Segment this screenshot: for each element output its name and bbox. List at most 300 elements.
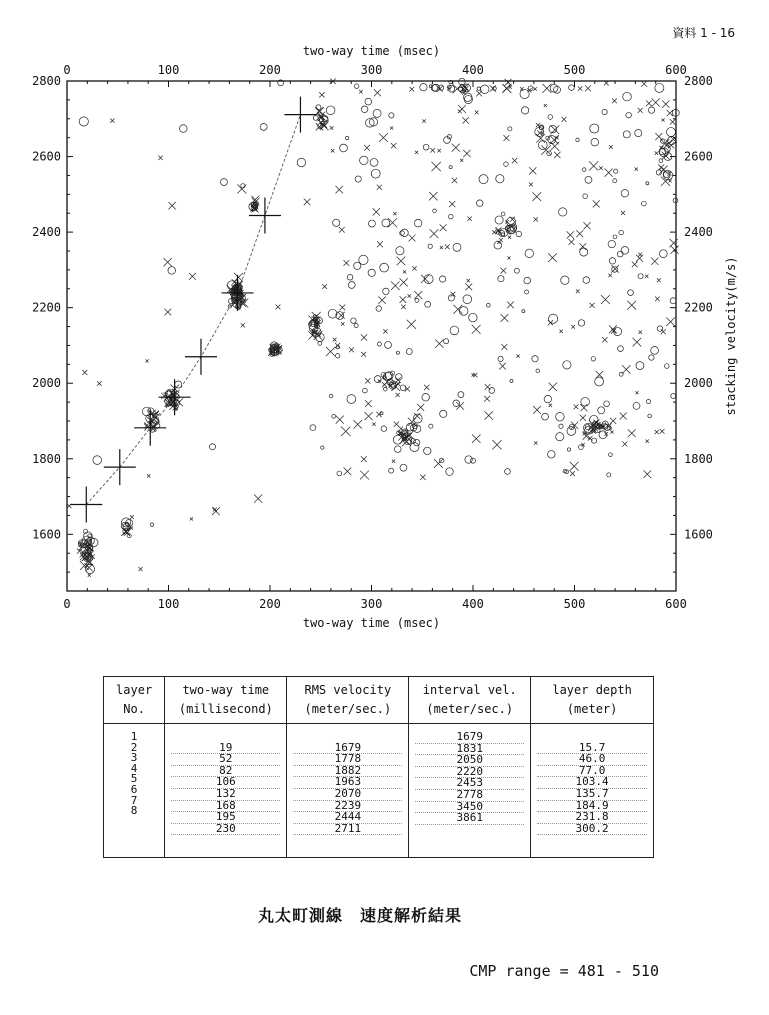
semblance-circle [345,136,348,139]
semblance-cross [590,303,595,308]
semblance-circle [498,276,504,282]
table-cell: 7 [130,793,138,807]
table-cell: 132 [171,789,280,801]
table-column-values [531,732,653,835]
semblance-cross [527,88,531,92]
semblance-cross [646,101,652,107]
table-cell: 2453 [415,778,524,790]
velocity-pick-marker [159,379,191,415]
velocity-pick-line [86,115,300,505]
x-tick-label-top: 0 [63,63,71,77]
semblance-circle [328,309,337,318]
semblance-circle [396,351,399,354]
semblance-circle [516,231,521,236]
semblance-circle [501,212,505,216]
semblance-circle [361,106,368,113]
semblance-cross [407,320,416,329]
semblance-circle [359,255,368,264]
semblance-cross [655,297,660,302]
table-header [409,677,531,724]
table-cell: 2 [130,740,138,754]
semblance-circle [385,341,392,348]
x-tick-label-bottom: 300 [360,597,383,611]
semblance-circle [504,162,509,167]
semblance-circle [363,388,368,393]
semblance-cross [147,474,150,477]
semblance-circle [520,89,529,98]
semblance-circle [463,295,472,304]
semblance-circle [404,430,408,434]
semblance-circle [623,92,632,101]
semblance-cross [504,135,510,141]
semblance-cross [372,423,375,426]
semblance-cross [147,410,155,418]
semblance-circle [360,156,369,165]
semblance-circle [382,219,390,227]
semblance-cross [254,495,262,503]
table-cell: 2778 [415,790,524,802]
semblance-circle [521,107,528,114]
semblance-circle [453,400,460,407]
semblance-circle [525,290,529,294]
semblance-circle [329,394,333,398]
table-column-layer-depth [531,724,653,858]
semblance-circle [510,380,513,383]
table-header-line: (meter/sec.) [426,702,514,716]
semblance-circle [355,176,361,182]
semblance-cross [609,145,613,149]
table-cell: 82 [171,766,280,778]
semblance-circle [494,241,502,249]
semblance-circle [376,306,381,311]
semblance-circle [489,388,495,394]
semblance-cross [467,217,471,221]
semblance-cross [276,304,281,309]
semblance-circle [383,387,387,391]
semblance-circle [365,98,372,105]
semblance-cross [365,400,372,407]
semblance-cross [453,305,462,314]
semblance-cross [429,192,437,200]
y-tick-label-left: 2800 [32,74,61,88]
semblance-cross [501,344,507,350]
semblance-circle [522,310,525,313]
semblance-cross [377,241,383,247]
semblance-circle [563,361,571,369]
semblance-cross [339,227,345,233]
semblance-cross [394,421,399,426]
semblance-circle [651,347,659,355]
semblance-cross [652,98,660,106]
table-cell: 1679 [293,743,402,755]
semblance-circle [410,443,419,452]
semblance-cross [365,378,370,383]
semblance-cross [570,471,575,476]
semblance-cross [379,133,388,142]
semblance-cross [445,244,450,249]
semblance-cross [440,224,447,231]
x-tick-label-bottom: 100 [157,597,180,611]
semblance-circle [175,381,182,388]
semblance-cross [578,86,582,90]
table-header-line: layer [116,683,153,697]
semblance-circle [655,83,664,92]
semblance-cross [532,192,541,201]
semblance-circle [458,392,464,398]
table-column-values [287,732,408,835]
semblance-circle [636,362,644,370]
semblance-cross [622,441,627,446]
semblance-circle [440,410,447,417]
semblance-cross [417,404,424,411]
semblance-cross [359,90,363,94]
semblance-cross [241,323,245,327]
semblance-cross [508,236,511,239]
semblance-circle [400,231,405,236]
semblance-cross [472,435,481,444]
semblance-cross [373,208,380,215]
semblance-cross [339,304,345,310]
semblance-cross [451,292,456,297]
semblance-cross [651,258,658,265]
semblance-cross [409,235,416,242]
semblance-cross [643,470,651,478]
semblance-circle [582,168,586,172]
semblance-circle [377,342,381,346]
velocity-pick-marker [104,449,136,485]
x-tick-label-top: 500 [563,63,586,77]
semblance-circle [446,468,454,476]
semblance-cross [541,145,550,154]
semblance-circle [93,456,102,465]
table-header-line: (meter) [566,702,618,716]
semblance-circle [495,216,503,224]
semblance-cross [550,142,559,151]
table-cell: 135.7 [537,789,647,801]
table-cell: 230 [171,824,280,836]
semblance-cross [130,515,134,519]
semblance-circle [241,184,245,188]
right-axis-title: stacking velocity(m/s) [724,256,738,416]
semblance-cross [529,167,536,174]
semblance-circle [508,127,512,131]
semblance-cross [431,162,440,171]
semblance-cross [559,330,562,333]
semblance-cross [620,413,627,420]
semblance-circle [659,250,667,258]
semblance-circle [450,326,459,335]
semblance-cross [403,270,406,273]
semblance-circle [649,355,654,360]
semblance-cross [333,338,337,342]
semblance-cross [639,331,643,335]
semblance-circle [621,246,629,254]
semblance-cross [502,84,511,93]
semblance-circle [337,471,342,476]
semblance-cross [168,202,175,209]
table-cell: 1679 [415,732,524,744]
semblance-cross [465,283,472,290]
semblance-circle [538,141,547,150]
table-column-values [409,732,530,825]
semblance-circle [556,433,564,441]
table-header-line: two-way time [182,683,270,697]
semblance-cross [336,416,344,424]
table-header-line: interval vel. [422,683,517,697]
semblance-cross [378,296,385,303]
semblance-cross [627,301,636,310]
semblance-circle [347,395,356,404]
cmp-range: CMP range = 481 - 510 [469,962,659,980]
semblance-circle [569,85,575,91]
semblance-circle [617,251,623,257]
semblance-cross [364,145,370,151]
table-cell: 3861 [415,813,524,825]
semblance-circle [666,128,675,137]
semblance-cross [638,108,643,113]
table-column-layer-no [104,724,165,858]
semblance-circle [671,393,676,398]
semblance-cross [414,291,422,299]
semblance-cross [507,256,510,259]
semblance-cross [391,143,396,148]
x-tick-label-top: 600 [665,63,687,77]
semblance-cross [420,475,425,480]
semblance-circle [585,176,592,183]
table-cell: 300.2 [537,824,647,836]
semblance-cross [633,338,642,347]
semblance-cross [608,274,612,278]
semblance-cross [490,85,496,91]
semblance-circle [549,314,558,323]
semblance-cross [434,459,443,468]
semblance-cross [534,217,538,221]
semblance-cross [492,440,501,449]
semblance-cross [662,100,669,107]
semblance-circle [415,298,419,302]
semblance-cross [237,184,246,193]
semblance-cross [635,168,638,171]
table-cell: 6 [130,782,138,796]
semblance-circle [332,414,336,418]
table-cell: 4 [130,761,138,775]
semblance-circle [486,303,490,307]
semblance-cross [475,110,479,114]
semblance-circle [613,179,617,183]
semblance-cross [452,178,457,183]
semblance-circle [373,109,381,117]
semblance-circle [150,523,153,526]
semblance-circle [608,240,615,247]
semblance-circle [400,464,407,471]
velocity-pick-marker [284,97,316,133]
semblance-cross [544,104,547,107]
semblance-circle [469,313,477,321]
semblance-cross [408,294,411,297]
semblance-circle [368,220,375,227]
semblance-cross [304,198,311,205]
semblance-circle [525,249,533,257]
y-tick-label-left: 1600 [32,527,61,542]
semblance-cross [666,318,674,326]
semblance-circle [354,323,358,327]
y-tick-label-right: 1800 [684,451,713,466]
semblance-circle [394,446,401,453]
semblance-circle [602,109,607,114]
semblance-cross [319,92,324,97]
semblance-cross [396,382,400,386]
semblance-cross [349,347,354,352]
semblance-cross [621,211,625,215]
semblance-cross [365,412,373,420]
semblance-cross [458,105,466,113]
semblance-cross [645,275,648,278]
semblance-cross [430,229,439,238]
y-tick-label-left: 2400 [32,225,61,240]
table-cell: 2070 [293,789,402,801]
semblance-cross [415,151,418,154]
semblance-cross [190,517,193,520]
semblance-cross [449,201,455,207]
semblance-circle [567,427,576,436]
semblance-circle [583,194,588,199]
semblance-cross [571,325,575,329]
semblance-cross [422,119,426,123]
semblance-circle [321,446,324,449]
semblance-cross [158,156,162,160]
semblance-cross [361,352,366,357]
semblance-cross [399,427,403,431]
semblance-circle [297,158,306,167]
bottom-axis-title: two-way time (msec) [302,616,441,630]
semblance-cross [628,429,636,437]
semblance-circle [621,190,628,197]
semblance-circle [428,244,432,248]
semblance-circle [380,263,389,272]
x-tick-label-top: 300 [360,63,383,77]
semblance-circle [336,354,340,358]
semblance-circle [368,269,375,276]
semblance-cross [579,243,586,250]
semblance-circle [581,397,590,406]
y-tick-label-right: 2000 [684,376,713,391]
semblance-cross [554,152,560,158]
velocity-pick-marker [185,339,217,375]
x-tick-label-bottom: 600 [665,597,687,611]
semblance-circle [424,447,431,454]
semblance-circle [576,138,579,141]
table-column-values [104,732,164,817]
semblance-circle [420,84,427,91]
semblance-circle [670,298,676,304]
table-cell: 168 [171,801,280,813]
semblance-circle [429,424,433,428]
semblance-circle [414,219,422,227]
y-tick-label-right: 2200 [684,300,713,315]
table-column-two-way-time [165,724,287,858]
semblance-cross [146,359,149,362]
semblance-cross [361,334,367,340]
semblance-circle [609,453,613,457]
semblance-circle [664,364,669,369]
semblance-circle [641,201,646,206]
semblance-cross [440,246,443,249]
y-tick-label-left: 2600 [32,149,61,164]
semblance-cross [533,87,536,90]
x-tick-label-bottom: 200 [259,597,281,611]
table-cell: 195 [171,812,280,824]
semblance-circle [444,137,451,144]
semblance-circle [209,444,215,450]
semblance-circle [542,413,549,420]
semblance-cross [593,200,600,207]
semblance-cross [636,391,639,394]
semblance-cross [467,279,470,282]
x-tick-label-bottom: 400 [462,597,484,611]
semblance-cross [569,239,575,245]
y-tick-label-left: 1800 [32,451,61,466]
semblance-circle [326,106,335,115]
table-header-line: (meter/sec.) [304,702,392,716]
semblance-circle [614,169,618,173]
plot-frame [67,81,676,591]
y-tick-label-right: 2600 [684,149,713,164]
semblance-circle [260,123,267,130]
semblance-cross [484,396,490,402]
semblance-cross [463,150,470,157]
semblance-cross [322,284,327,289]
semblance-circle [559,208,567,216]
table-cell: 106 [171,777,280,789]
x-tick-label-top: 200 [259,63,281,77]
semblance-cross [476,91,482,97]
semblance-circle [595,377,604,386]
semblance-cross [589,161,598,170]
semblance-circle [444,339,449,344]
semblance-circle [422,393,430,401]
table-column-interval-vel [409,724,531,858]
semblance-circle [580,248,588,256]
semblance-circle [648,414,652,418]
semblance-cross [430,148,435,153]
semblance-cross [326,347,335,356]
semblance-circle [618,346,624,352]
semblance-cross [397,257,406,266]
table-cell: 103.4 [537,777,647,789]
page-label: 資料 1 - 16 [672,26,735,40]
semblance-cross [341,322,344,325]
semblance-circle [548,451,555,458]
semblance-cross [632,261,638,267]
semblance-circle [590,124,599,133]
semblance-circle [561,276,569,284]
semblance-circle [406,349,412,355]
semblance-circle [536,369,540,373]
semblance-cross [574,404,579,409]
table-header-line: layer depth [552,683,632,697]
semblance-circle [480,85,489,94]
semblance-circle [532,356,538,362]
semblance-cross [437,149,440,152]
semblance-circle [465,456,472,463]
table-header [165,677,287,724]
semblance-circle [389,468,394,473]
semblance-circle [635,130,642,137]
semblance-circle [559,424,563,428]
semblance-cross [501,268,507,274]
semblance-circle [548,115,553,120]
semblance-circle [609,258,615,264]
